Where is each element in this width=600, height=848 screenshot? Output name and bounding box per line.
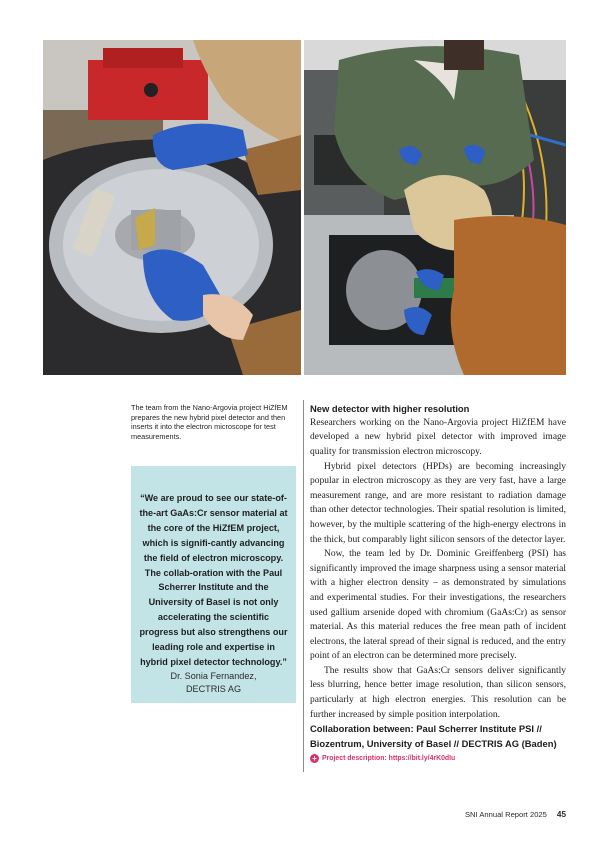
article-heading: New detector with higher resolution [310, 403, 470, 414]
article-paragraph-2: Hybrid pixel detectors (HPDs) are becoming increasingly popular in electron microscopy as they are very fast, have a large measurement range, and are more resistant to radiation damage than other detector technologies. Their spatial resolution is limited, however, by the multiple scattering of the high-energy electrons in the thick, but comparably light silicon sensors of the detector layer. [310, 461, 566, 545]
photo-microscope-insertion-image [304, 40, 566, 375]
quote-box [131, 466, 296, 703]
project-description-link[interactable] [310, 754, 566, 763]
page-number: 45 [556, 810, 566, 819]
quote-author-name: Dr. Sonia Fernandez, [170, 670, 257, 681]
plus-circle-icon: + [310, 754, 319, 763]
photo-detector-assembly-image [43, 40, 301, 375]
quote-text: “We are proud to see our state-of-the-art GaAs:Cr sensor material at the core of the HiZfEM project, which is signifi-cantly advancing the field of electron microscopy. The collab-oration with the Paul Scherrer Institute and the University of Basel is not only accelerating the scientific progress but also strengthens our leading role and expertise in hybrid pixel detector technology.” [139, 493, 288, 667]
collaboration-line: Collaboration between: Paul Scherrer Institute PSI // Biozentrum, University of Basel // DECTRIS AG (Baden) [310, 723, 557, 749]
photo-detector-assembly [43, 40, 301, 375]
page-footer [465, 810, 566, 819]
photo-caption: The team from the Nano-Argovia project HiZfEM prepares the new hybrid pixel detector and then inserts it into the electron microscope for test measurements. [131, 403, 288, 441]
article [310, 402, 566, 763]
quote-author-org: DECTRIS AG [185, 684, 242, 695]
photo-microscope-insertion [304, 40, 566, 375]
article-paragraph-4: The results show that GaAs:Cr sensors deliver significantly less blurring, hence better image resolution, than silicon sensors, particularly at high electron energies. This resolution can be further increased by simple position interpolation. [310, 665, 566, 720]
column-divider [303, 400, 304, 772]
project-description-link-text: Project description: https://bit.ly/4rK0dIu [322, 755, 456, 763]
article-paragraph-3: Now, the team led by Dr. Dominic Greiffenberg (PSI) has significantly improved the image sharpness using a sensor material with a higher electron density – as demonstrated by simulations and experimental studies. For their investigations, the researchers used gallium arsenide doped with chromium (GaAs:Cr) as sensor material. As this material reduces the free mean path of incident electrons, the lateral spread of their signal is reduced, and the entry point of an electron can be determined more precisely. [310, 549, 566, 662]
article-paragraph-1: Researchers working on the Nano-Argovia project HiZfEM have developed a new hybrid pixel detector with improved image quality for transmission electron microscopy. [310, 417, 566, 457]
publication-name: SNI Annual Report 2025 [464, 810, 547, 819]
